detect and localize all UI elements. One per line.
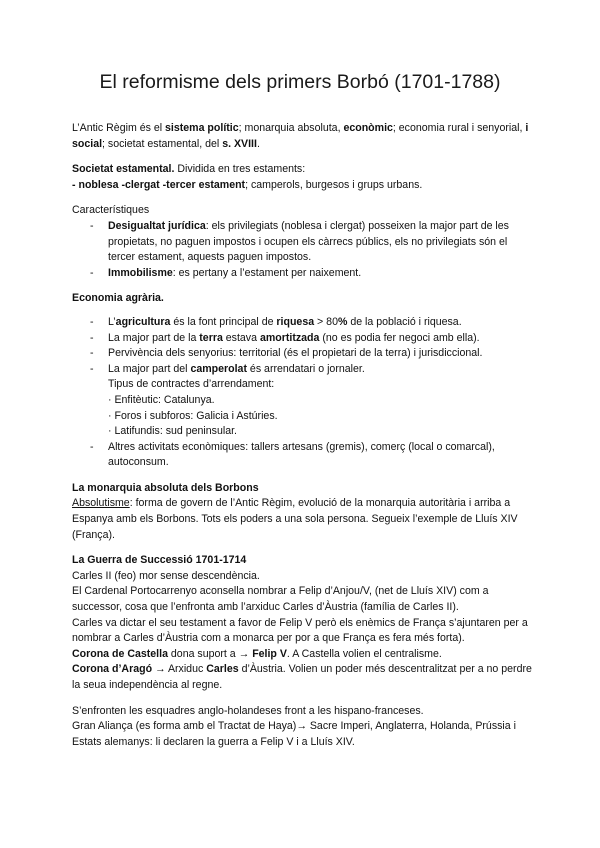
- item-bold: amortitzada: [259, 331, 320, 344]
- castella-line: [72, 647, 532, 663]
- economia-heading: Economia agrària.: [72, 292, 164, 305]
- page-title: El reformisme dels primers Borbó (1701-1788): [99, 71, 501, 93]
- arago-text: → Arxiduc: [152, 663, 207, 676]
- item-bold: %: [337, 315, 348, 328]
- intro-paragraph: [72, 121, 532, 152]
- monarquia-heading-line: [72, 481, 532, 497]
- guerra-line: Carles II (feo) mor sense descendència.: [72, 569, 260, 582]
- carles-bold: Carles: [206, 663, 239, 676]
- item-text: Pervivència dels senyorius: territorial (és el propietari de la terra) i jurisdiccional.: [108, 347, 483, 360]
- list-item: [72, 315, 532, 331]
- intro-text-3: ; economia rural i senyorial,: [392, 122, 526, 134]
- item-bold: agricultura: [115, 315, 171, 328]
- item-text: de la població i riquesa.: [347, 315, 462, 328]
- dash-bullet: -: [90, 331, 94, 344]
- caracteristiques-heading: Característiques: [72, 204, 150, 217]
- castella-bold: Corona de Castella: [72, 647, 168, 660]
- guerra-heading: La Guerra de Successió 1701-1714: [72, 554, 247, 567]
- arago-text-2: d’Àustria. Volien un poder més descentralitzat per a no perdre la seua independència al regne.: [72, 663, 532, 691]
- item-text: > 80: [314, 315, 338, 328]
- item-text: La major part del: [108, 362, 191, 375]
- item-bold: Desigualtat jurídica: [108, 219, 206, 232]
- list-item: [72, 219, 532, 266]
- list-item: [72, 266, 532, 282]
- intro-text-5: .: [256, 137, 260, 150]
- societat-estaments-line: [72, 178, 532, 194]
- monarquia-heading: La monarquia absoluta dels Borbons: [72, 481, 259, 494]
- list-item: [72, 331, 532, 347]
- item-text: L’: [108, 315, 116, 328]
- guerra-line: Carles va dictar el seu testament a favor de Felip V però els enèmics de França s’ajuntaren per a nombrar a Carles d’Àustria com a monarca per por a que França es fera més forta).: [72, 616, 528, 645]
- estaments-list: - noblesa -clergat -tercer estament: [72, 178, 246, 191]
- item-text: és arrendatari o jornaler.: [246, 362, 365, 375]
- arago-line: [72, 662, 532, 693]
- dash-bullet: -: [90, 315, 94, 328]
- list-item: [72, 440, 532, 471]
- contracte-item: · Latifundis: sud peninsular.: [108, 425, 237, 438]
- item-text: és la font principal de: [170, 315, 277, 328]
- arago-bold: Corona d’Aragó: [72, 663, 153, 676]
- intro-text-4: ; societat estamental, del: [102, 137, 223, 150]
- guerra-heading-line: [72, 553, 532, 569]
- intro-text-2: ; monarquia absoluta,: [238, 122, 344, 134]
- societat-heading-line: [72, 162, 532, 178]
- intro-bold-3: i social: [72, 122, 529, 150]
- contractes-label: Tipus de contractes d’arrendament:: [108, 378, 275, 391]
- castella-text: dona suport a →: [167, 647, 253, 660]
- economia-heading-line: [72, 291, 532, 307]
- dash-bullet: -: [90, 219, 94, 232]
- contracte-item: · Enfitèutic: Catalunya.: [108, 393, 215, 406]
- intro-text-1: L’Antic Règim és el: [72, 122, 166, 134]
- guerra-line: El Cardenal Portocarrenyo aconsella nombrar a Felip d’Anjou/V, (net de Lluís XIV) com a successor, cosa que l’enfronta amb l’arxiduc Carles d’Àustria (família de Carles II).: [72, 585, 489, 614]
- item-bold: Immobilisme: [108, 266, 173, 279]
- contracte-item: · Foros i subforos: Galicia i Astúries.: [108, 409, 278, 422]
- list-item: [72, 362, 532, 378]
- item-bold: camperolat: [190, 362, 247, 375]
- dash-bullet: -: [90, 347, 94, 360]
- item-text: : els privilegiats (noblesa i clergat) posseixen la major part de les propietats, no paguen impostos i ocupen els càrrecs públics, els no privilegiats són el tercer estament, aquests paguen impostos.: [108, 219, 509, 264]
- dash-bullet: -: [90, 266, 94, 279]
- item-text: La major part de la: [108, 331, 200, 344]
- list-item: [72, 346, 532, 362]
- item-text: estava: [222, 331, 260, 344]
- item-bold: terra: [199, 331, 223, 344]
- dash-bullet: -: [90, 362, 94, 375]
- absolutisme-text: : forma de govern de l’Antic Règim, evolució de la monarquia autoritària i arriba a Espanya amb els Borbons. Tots els poders a una sola persona. Segueix l’exemple de Lluís XIV (França).: [72, 497, 518, 541]
- felip-bold: Felip V: [252, 647, 287, 660]
- aliances-line: Gran Aliança (es forma amb el Tractat de Haya)→ Sacre Imperi, Anglaterra, Holanda, Prússia i Estats alemanys: li declaren la guerra a Felip V i a Lluís XIV.: [72, 720, 516, 748]
- intro-bold-2: econòmic: [343, 122, 393, 134]
- document-body: [72, 121, 532, 750]
- dash-bullet: -: [90, 440, 94, 453]
- societat-heading-rest: Dividida en tres estaments:: [174, 163, 306, 176]
- castella-text-2: . A Castella volien el centralisme.: [286, 647, 442, 660]
- absolutisme-term: Absolutisme: [72, 497, 130, 510]
- item-text: : es pertany a l’estament per naixement.: [172, 266, 362, 279]
- item-text: (no es podia fer negoci amb ella).: [319, 331, 480, 344]
- aliances-line: S’enfronten les esquadres anglo-holandeses front a les hispano-franceses.: [72, 704, 424, 717]
- item-bold: riquesa: [276, 315, 315, 328]
- estaments-rest: ; camperols, burgesos i grups urbans.: [245, 178, 423, 191]
- absolutisme-paragraph: [72, 496, 532, 543]
- item-text: Altres activitats econòmiques: tallers artesans (gremis), comerç (local o comarcal), autoconsum.: [108, 440, 495, 469]
- intro-bold-1: sistema polític: [165, 122, 239, 134]
- intro-bold-4: s. XVIII: [222, 137, 257, 150]
- societat-heading: Societat estamental.: [72, 163, 175, 176]
